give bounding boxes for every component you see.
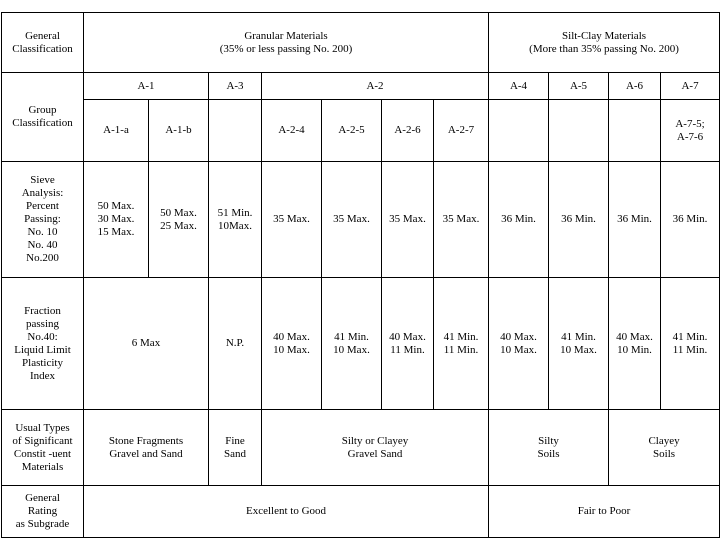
silt-clay-materials-header: Silt-Clay Materials (More than 35% passing No. 200) (489, 13, 720, 73)
subgroup-a27: A-2-7 (434, 100, 489, 162)
group-row (2, 73, 720, 100)
sieve-a3: 51 Min. 10Max. (209, 162, 262, 278)
fraction-a3: N.P. (209, 278, 262, 410)
fraction-a25: 41 Min. 10 Max. (322, 278, 382, 410)
general-rating-label: General Rating as Subgrade (2, 486, 84, 538)
materials-clayey: Clayey Soils (609, 410, 720, 486)
sieve-a27: 35 Max. (434, 162, 489, 278)
subgroup-a24: A-2-4 (262, 100, 322, 162)
fraction-a24: 40 Max. 10 Max. (262, 278, 322, 410)
group-a4: A-4 (489, 73, 549, 100)
subgroup-a1b: A-1-b (149, 100, 209, 162)
subgroup-a25: A-2-5 (322, 100, 382, 162)
group-a7: A-7 (661, 73, 720, 100)
sieve-a7: 36 Min. (661, 162, 720, 278)
subgroup-a1a: A-1-a (84, 100, 149, 162)
general-classification-row (2, 13, 720, 73)
aashto-classification-table (1, 12, 720, 538)
sieve-a1b: 50 Max. 25 Max. (149, 162, 209, 278)
fraction-a6: 40 Max. 10 Min. (609, 278, 661, 410)
subgroup-a4-empty (489, 100, 549, 162)
group-a3: A-3 (209, 73, 262, 100)
group-a1: A-1 (84, 73, 209, 100)
fraction-a7: 41 Min. 11 Min. (661, 278, 720, 410)
fraction-a27: 41 Min. 11 Min. (434, 278, 489, 410)
sieve-a26: 35 Max. (382, 162, 434, 278)
group-a6: A-6 (609, 73, 661, 100)
sieve-a25: 35 Max. (322, 162, 382, 278)
materials-a1: Stone Fragments Gravel and Sand (84, 410, 209, 486)
rating-granular: Excellent to Good (84, 486, 489, 538)
fraction-passing-row (2, 278, 720, 410)
general-rating-row (2, 486, 720, 538)
group-classification-label: Group Classification (2, 73, 84, 162)
sieve-analysis-label: Sieve Analysis: Percent Passing: No. 10 No. 40 No.200 (2, 162, 84, 278)
materials-label: Usual Types of Significant Constit -uent Materials (2, 410, 84, 486)
fraction-a26: 40 Max. 11 Min. (382, 278, 434, 410)
sieve-a6: 36 Min. (609, 162, 661, 278)
sieve-analysis-row (2, 162, 720, 278)
subgroup-a7: A-7-5; A-7-6 (661, 100, 720, 162)
fraction-a4: 40 Max. 10 Max. (489, 278, 549, 410)
granular-materials-header: Granular Materials (35% or less passing No. 200) (84, 13, 489, 73)
sieve-a24: 35 Max. (262, 162, 322, 278)
materials-a2: Silty or Clayey Gravel Sand (262, 410, 489, 486)
fraction-passing-label: Fraction passing No.40: Liquid Limit Plasticity Index (2, 278, 84, 410)
general-classification-label: General Classification (2, 13, 84, 73)
fraction-a1: 6 Max (84, 278, 209, 410)
sieve-a1a: 50 Max. 30 Max. 15 Max. (84, 162, 149, 278)
sieve-a4: 36 Min. (489, 162, 549, 278)
sieve-a5: 36 Min. (549, 162, 609, 278)
subgroup-row (2, 100, 720, 162)
fraction-a5: 41 Min. 10 Max. (549, 278, 609, 410)
subgroup-a5-empty (549, 100, 609, 162)
rating-silt-clay: Fair to Poor (489, 486, 720, 538)
materials-silty: Silty Soils (489, 410, 609, 486)
materials-row (2, 410, 720, 486)
materials-a3: Fine Sand (209, 410, 262, 486)
group-a2: A-2 (262, 73, 489, 100)
subgroup-a26: A-2-6 (382, 100, 434, 162)
subgroup-a6-empty (609, 100, 661, 162)
subgroup-a3-empty (209, 100, 262, 162)
group-a5: A-5 (549, 73, 609, 100)
